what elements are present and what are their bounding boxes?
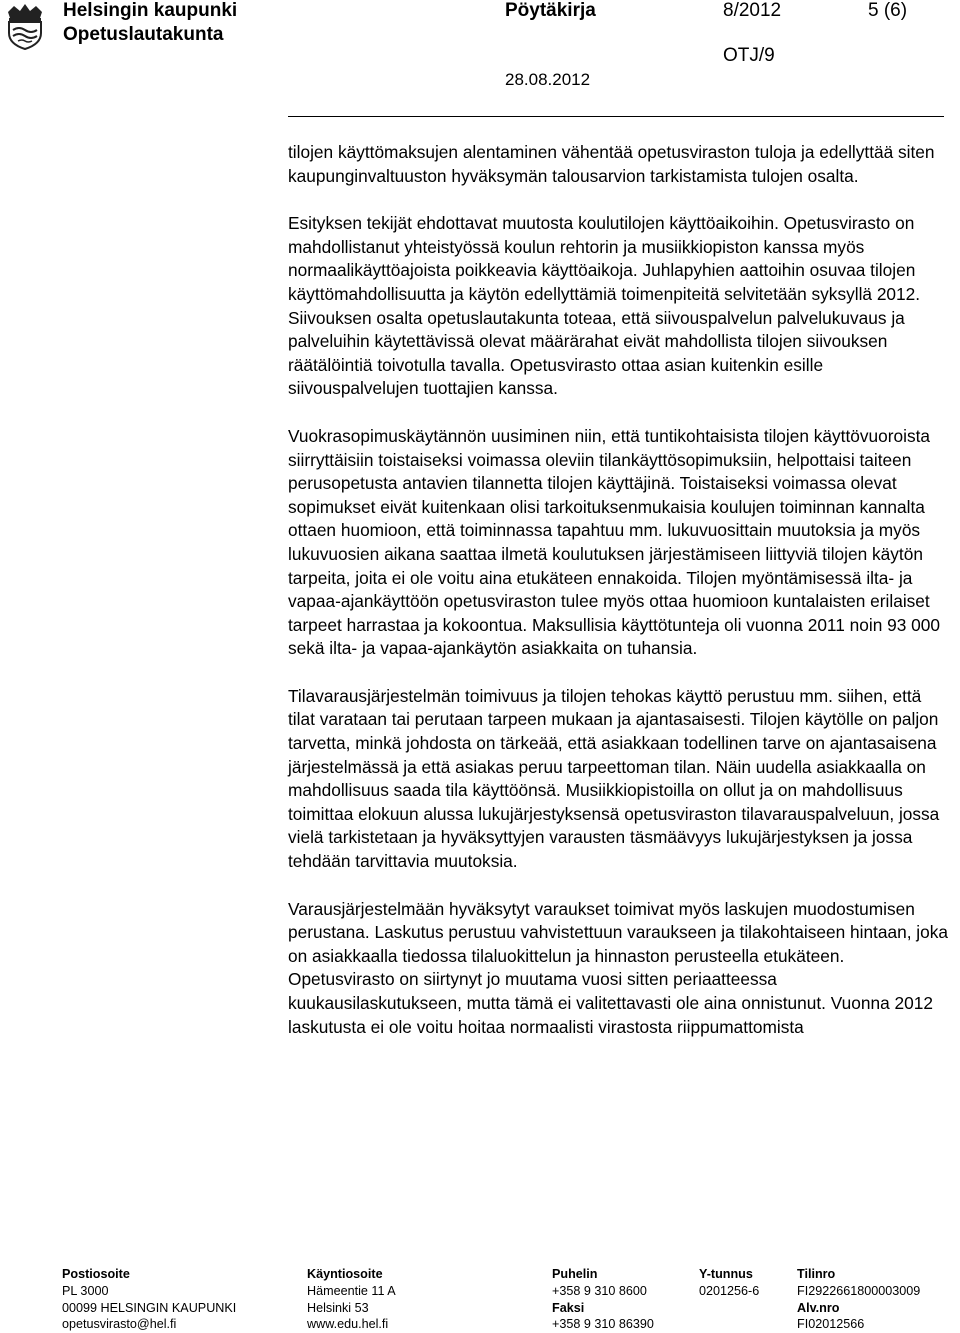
footer-visiting	[307, 1266, 396, 1333]
footer-line: PL 3000	[62, 1283, 109, 1298]
meeting-date: 28.08.2012	[505, 70, 591, 89]
footer-line: Helsinki 53	[307, 1300, 369, 1315]
footer-heading: Käyntiosoite	[307, 1267, 383, 1281]
footer-postal	[62, 1266, 236, 1333]
organization-name: Helsingin kaupunki	[63, 0, 238, 21]
document-type: Pöytäkirja	[505, 0, 596, 21]
paragraph: Varausjärjestelmään hyväksytyt varaukset toimivat myös laskujen muodostumisen perustana. Laskutus perustuu vahvistettuun varaukseen ja tilakohtaiseen hintaan, joka on asiakkaalla tiedossa tilaluokittelun ja hinnaston perusteella etukäteen. Opetusvirasto on siirtynyt jo muutama vuosi sitten periaatteessa kuukausilaskutukseen, mutta tämä ei valitettavasti ole aina onnistunut. Vuonna 2012 laskutusta ei ole voitu hoitaa normaalisti virastosta riippumattomista	[288, 898, 948, 1037]
footer-heading: Puhelin	[552, 1267, 598, 1281]
footer-line: FI2922661800003009	[797, 1283, 921, 1298]
footer-heading: Faksi	[552, 1300, 585, 1315]
document-number: 8/2012	[723, 0, 782, 21]
committee-name: Opetuslautakunta	[63, 24, 224, 45]
footer-line: Hämeentie 11 A	[307, 1283, 396, 1298]
footer-business-id	[699, 1266, 759, 1300]
footer-heading: Y-tunnus	[699, 1267, 753, 1281]
footer-line: 00099 HELSINGIN KAUPUNKI	[62, 1300, 237, 1315]
footer-heading: Alv.nro	[797, 1300, 840, 1315]
city-crest-logo	[0, 0, 50, 50]
footer-line: FI02012566	[797, 1317, 865, 1332]
paragraph: Esityksen tekijät ehdottavat muutosta koulutilojen käyttöaikoihin. Opetusvirasto on mahdollistanut yhteistyössä koulun rehtorin ja musiikkiopiston kanssa myös normaalikäyttöajoista poikkeavia käyttöaikoja. Juhlapyhien aattoihin osuvaa tilojen käyttömahdollisuutta ja käytön edellyttämiä toimenpiteitä selvitetään syksyllä 2012. Siivouksen osalta opetuslautakunta toteaa, että siivouspalvelun palvelukuvaus ja palveluihin käytettävissä olevat määrärahat eivät mahdollista tilojen siivouksen räätälöintiä toivotulla tavalla. Opetusvirasto ottaa asian kuitenkin esille siivouspalvelujen tuottajien kanssa.	[288, 213, 921, 399]
paragraph: tilojen käyttömaksujen alentaminen vähentää opetusviraston tuloja ja edellyttää siten kaupunginvaltuuston hyväksymän talousarvion tarkistamista tulojen osalta.	[288, 142, 935, 186]
crest-icon	[0, 0, 50, 50]
page-footer	[0, 1263, 960, 1332]
footer-website: www.edu.hel.fi	[307, 1317, 389, 1332]
document-body	[288, 141, 948, 1063]
footer-line: +358 9 310 8600	[552, 1283, 647, 1298]
header-divider	[288, 116, 944, 117]
footer-heading: Tilinro	[797, 1267, 836, 1281]
footer-email: opetusvirasto@hel.fi	[62, 1317, 177, 1332]
page-number: 5 (6)	[868, 0, 908, 21]
footer-heading: Postiosoite	[62, 1267, 130, 1281]
footer-line: 0201256-6	[699, 1283, 760, 1298]
paragraph: Vuokrasopimuskäytännön uusiminen niin, että tuntikohtaisista tilojen käyttövuoroista siirryttäisiin toistaiseksi voimassa oleviin tilankäyttösopimuksiin, helpottaisi taiteen perusopetusta antavien tilannetta tilojen käyttäjinä. Toistaiseksi voimassa olevat sopimukset eivät kuitenkaan olisi tarkoituksenmukaisia koulujen toiminnan kannalta ottaen huomioon, että toiminnassa tapahtuu mm. lukuvuosittain muutoksia ja myös lukuvuosien aikana saattaa ilmetä koulutuksen järjestämiseen liittyviä tilojen käytön tarpeita, joita ei ole voitu aina etukäteen ennakoida. Tilojen myöntämisessä ilta- ja vapaa-ajankäyttöön opetusviraston tulee myös ottaa huomioon kuntalaisten erilaiset tarpeet harrastaa ja kokoontua. Maksullisia käyttötunteja oli vuonna 2011 noin 93 000 sekä ilta- ja vapaa-ajankäytön asiakkaita on tuhansia.	[288, 425, 940, 659]
footer-phone	[552, 1266, 654, 1333]
agenda-item: OTJ/9	[723, 45, 775, 66]
paragraph: Tilavarausjärjestelmän toimivuus ja tilojen tehokas käyttö perustuu mm. siihen, että tilat varataan tai perutaan tarpeen mukaan ja ajantasaisesti. Tilojen käytölle on paljon tarvetta, minkä johdosta on tärkeää, että asiakkaan todellinen tarve on ajantasaisena järjestelmässä ja että asiakas peruu tarpeettoman tilan. Näin uudella asiakkaalla on mahdollisuus saada tila käyttöönsä. Musiikkiopistoilla on ollut ja on mahdollisuus toimittaa elokuun alussa lukujärjestyksensä opetusviraston tilavarauspalveluun, jossa vielä tarkistetaan ja hyväksyttyjen varausten täsmäävyys lukujärjestyksen ja jossa tehdään tarvittavia muutoksia.	[288, 685, 940, 872]
footer-line: +358 9 310 86390	[552, 1317, 654, 1332]
footer-account	[797, 1266, 920, 1333]
